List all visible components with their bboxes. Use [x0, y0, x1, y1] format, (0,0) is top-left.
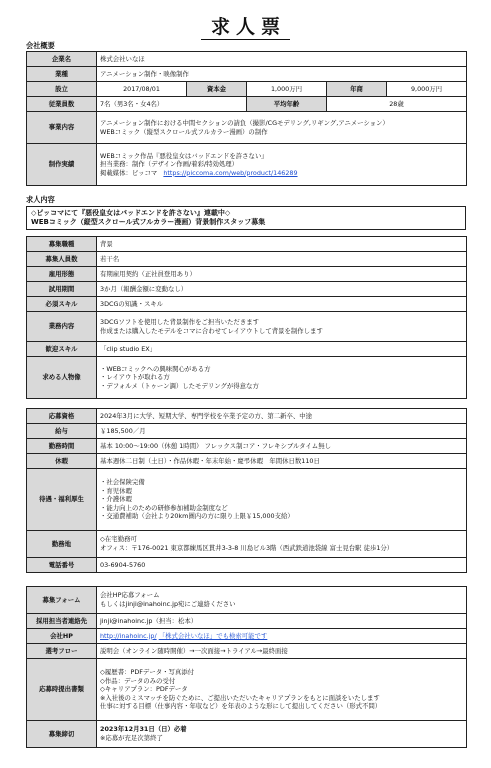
capital-label: 資本金 [187, 82, 247, 97]
welcome-skill-label: 歓迎スキル [27, 342, 97, 357]
industry-label: 業種 [27, 67, 97, 82]
hours-value: 基本 10:00～19:00（休憩 1時間） フレックス制コア・フレキシブルタイム無し [97, 439, 467, 454]
qualification-label: 応募資格 [27, 409, 97, 424]
capital-value: 1,000万円 [247, 82, 327, 97]
results-value: WEBコミック作品『悪役皇女はバッドエンドを許さない』 担当業務：制作（デザイン作画/着彩/特効処理） 掲載媒体：ピッコマ https://piccoma.com/web/product/146289 [97, 144, 467, 186]
headcount-value: 若干名 [97, 252, 467, 267]
employees-label: 従業員数 [27, 97, 97, 112]
founded-label: 設立 [27, 82, 97, 97]
homepage-link[interactable]: http://inahoinc.jp/ [100, 631, 157, 640]
trial-period-value: 3か月（報酬金額に変動なし） [97, 282, 467, 297]
business-value: アニメーション制作における中間セクションの請負（撮影/CGモデリング,リギング,アニメーション） WEBコミック（縦型スクロール式フルカラー漫画）の制作 [97, 112, 467, 144]
revenue-label: 年商 [327, 82, 387, 97]
job-banner: ◇ピッコマにて『悪役皇女はバッドエンドを許さない』連載中◇ WEBコミック（縦型スクロール式フルカラー漫画）背景制作スタッフ募集 [26, 206, 466, 230]
location-label: 勤務地 [27, 531, 97, 558]
company-section-heading: 会社概要 [26, 41, 55, 50]
phone-value: 03-6904-5760 [97, 558, 467, 573]
deadline-label: 募集締切 [27, 721, 97, 748]
persona-value: ・WEBコミックへの興味関心がある方 ・レイアウトが取れる方 ・デフォルメ（トゥーン調）したモデリングが得意な方 [97, 357, 467, 399]
deadline-value: 2023年12月31日（日）必着 ※応募が充足次第終了 [97, 721, 467, 748]
salary-value: ￥185,500／月 [97, 424, 467, 439]
revenue-value: 9,000万円 [387, 82, 467, 97]
apply-table [26, 586, 467, 748]
duties-value: 3DCGソフトを使用した背景制作をご担当いただきます 作成または購入したモデルをコマに合わせてレイアウトして背景を制作します [97, 312, 467, 342]
hours-label: 勤務時間 [27, 439, 97, 454]
job-section-heading: 求人内容 [26, 195, 55, 204]
welcome-skill-value: 「clip studio EX」 [97, 342, 467, 357]
piccoma-link[interactable]: https://piccoma.com/web/product/146289 [163, 168, 298, 177]
contact-value: jinji@inahoinc.jp（担当：松本） [97, 614, 467, 629]
results-label: 制作実績 [27, 144, 97, 186]
company-name-label: 企業名 [27, 52, 97, 67]
qualification-value: 2024年3月に大学、短期大学、専門学校を卒業予定の方、第二新卒、中途 [97, 409, 467, 424]
employment-type-value: 有期雇用契約（正社員登用あり） [97, 267, 467, 282]
salary-label: 給与 [27, 424, 97, 439]
required-skill-value: 3DCGの知識・スキル [97, 297, 467, 312]
job-type-label: 募集職種 [27, 237, 97, 252]
document-title: 求人票 [0, 12, 491, 39]
form-value: 会社HP応募フォーム もしくはjinji@inahoinc.jp宛にご連絡ください [97, 587, 467, 614]
company-name: 株式会社いなほ [97, 52, 467, 67]
benefits-label: 待遇・福利厚生 [27, 469, 97, 531]
job-table [26, 236, 467, 399]
headcount-label: 募集人員数 [27, 252, 97, 267]
form-label: 募集フォーム [27, 587, 97, 614]
company-table [26, 51, 467, 186]
documents-value: ◇履歴書：PDFデータ・写真添付 ◇作品：データのみの受付 ◇キャリアプラン：PDFデータ ※入社後のミスマッチを防ぐために、ご提出いただいたキャリアプランをもとに面談をいたします 仕事に対する目標（仕事内容・年収など）を年表のような形にして提出してください（形式不問） [97, 659, 467, 721]
location-value: ◇在宅勤務可 オフィス：〒176-0021 東京都練馬区貫井3-3-8 川島ビル3階（西武鉄道池袋線 富士見台駅 徒歩1分） [97, 531, 467, 558]
benefits-value: ・社会保険完備 ・育児休暇 ・介護休暇 ・能力向上のための研修参加補助金制度など ・交通費補助（会社より20km圏内の方に限り上限￥15,000支給） [97, 469, 467, 531]
selection-flow-label: 選考フロー [27, 644, 97, 659]
trial-period-label: 試用期間 [27, 282, 97, 297]
holiday-value: 基本週休二日制（土日）・作品休暇・年末年始・慶弔休暇 年間休日数110日 [97, 454, 467, 469]
avg-age-label: 平均年齢 [247, 97, 327, 112]
homepage-label: 会社HP [27, 629, 97, 644]
contact-label: 採用担当者連絡先 [27, 614, 97, 629]
employment-type-label: 雇用形態 [27, 267, 97, 282]
homepage-value [97, 629, 467, 644]
industry-value: アニメーション制作・映像制作 [97, 67, 467, 82]
founded-value: 2017/08/01 [97, 82, 187, 97]
required-skill-label: 必須スキル [27, 297, 97, 312]
documents-label: 応募時提出書類 [27, 659, 97, 721]
homepage-note: 「株式会社いなほ」でも検索可能です [158, 631, 268, 640]
duties-label: 業務内容 [27, 312, 97, 342]
holiday-label: 休暇 [27, 454, 97, 469]
business-label: 事業内容 [27, 112, 97, 144]
avg-age-value: 28歳 [327, 97, 467, 112]
phone-label: 電話番号 [27, 558, 97, 573]
conditions-table [26, 408, 467, 573]
employees-value: 7名（男3名・女4名） [97, 97, 247, 112]
persona-label: 求める人物像 [27, 357, 97, 399]
selection-flow-value: 説明会（オンライン随時開催）→一次面接→トライアル→最終面接 [97, 644, 467, 659]
job-type-value: 背景 [97, 237, 467, 252]
